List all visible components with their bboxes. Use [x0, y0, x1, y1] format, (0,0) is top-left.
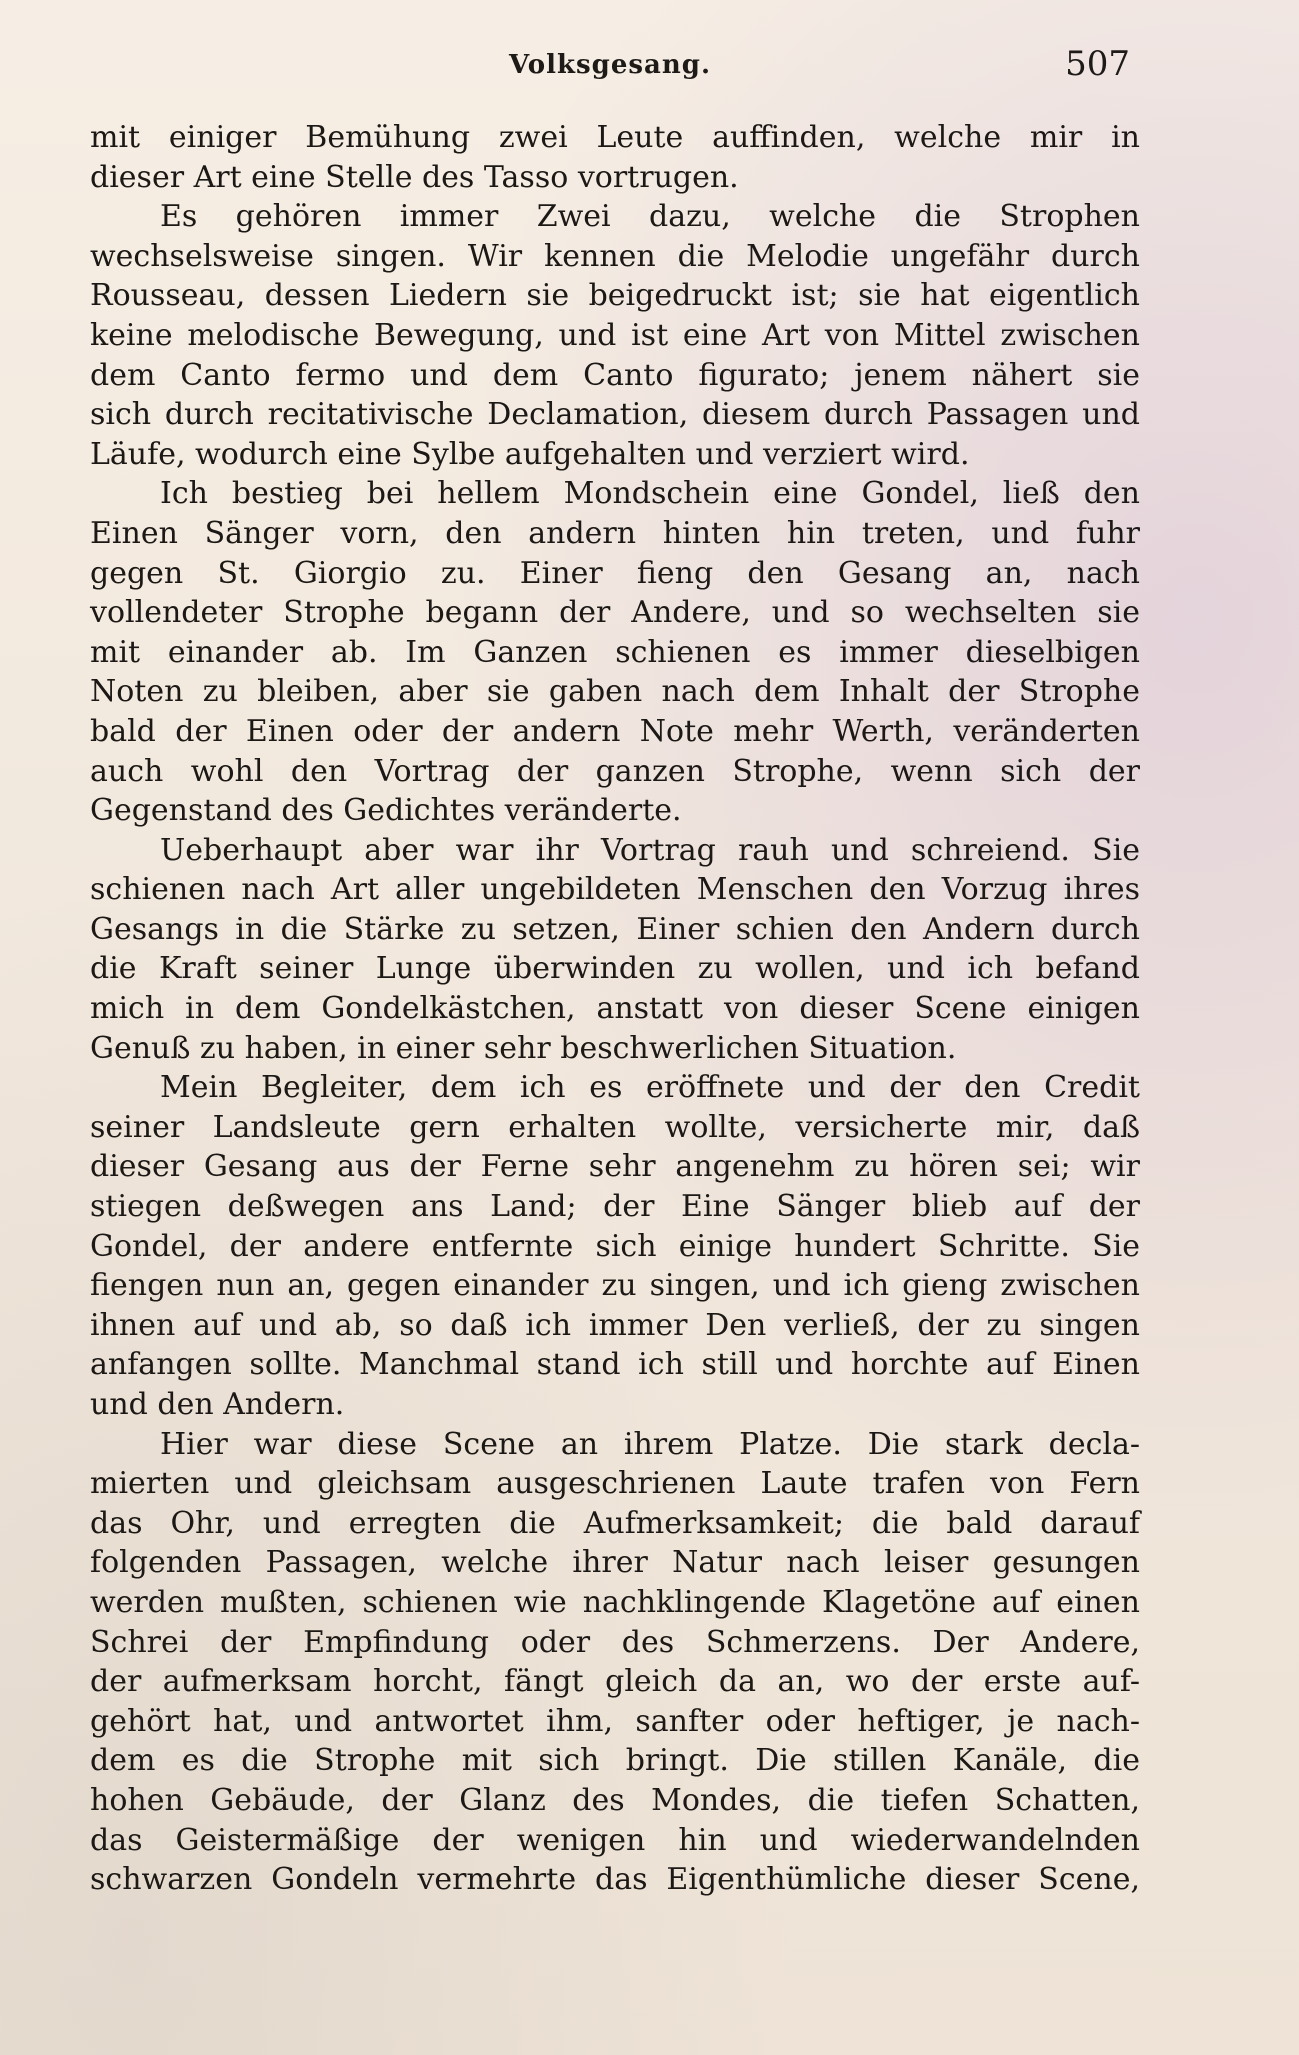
- text-line: Ueberhaupt aber war ihr Vortrag rauh und schreiend. Sie: [160, 832, 1140, 868]
- running-head: Volksgesang.: [509, 50, 711, 80]
- text-line: keine melodische Bewegung, und ist eine Art von Mittel zwischen: [90, 317, 1140, 353]
- text-line: hohen Gebäude, der Glanz des Mondes, die tiefen Schatten,: [90, 1782, 1140, 1818]
- text-line: stiegen deßwegen ans Land; der Eine Sänger blieb auf der: [90, 1189, 1140, 1225]
- text-line: Hier war diese Scene an ihrem Platze. Die stark decla-: [160, 1426, 1140, 1462]
- page-header: [90, 44, 1130, 94]
- text-line: Gondel, der andere entfernte sich einige hundert Schritte. Sie: [90, 1228, 1140, 1264]
- text-line: Gesangs in die Stärke zu setzen, Einer schien den Andern durch: [90, 911, 1140, 947]
- text-line: dieser Gesang aus der Ferne sehr angenehm zu hören sei; wir: [90, 1149, 1140, 1185]
- text-line: mit einiger Bemühung zwei Leute auffinden, welche mir in: [90, 120, 1140, 155]
- text-line: Einen Sänger vorn, den andern hinten hin treten, und fuhr: [90, 515, 1140, 551]
- text-line: Schrei der Empfindung oder des Schmerzens. Der Andere,: [90, 1624, 1140, 1660]
- text-line: dem es die Strophe mit sich bringt. Die stillen Kanäle, die: [90, 1743, 1140, 1779]
- text-line: anfangen sollte. Manchmal stand ich still und horchte auf Einen: [90, 1347, 1140, 1383]
- text-line: vollendeter Strophe begann der Andere, und so wechselten sie: [90, 595, 1140, 631]
- text-line: Noten zu bleiben, aber sie gaben nach dem Inhalt der Strophe: [90, 674, 1140, 710]
- text-line: Es gehören immer Zwei dazu, welche die Strophen: [160, 199, 1140, 235]
- text-line: dem Canto fermo und dem Canto figurato; jenem nähert sie: [90, 357, 1140, 393]
- text-line: Genuß zu haben, in einer sehr beschwerlichen Situation.: [90, 1030, 957, 1066]
- text-line: dieser Art eine Stelle des Tasso vortrugen.: [90, 159, 739, 195]
- text-line: auch wohl den Vortrag der ganzen Strophe, wenn sich der: [90, 753, 1140, 789]
- page-number: 507: [1065, 44, 1130, 84]
- text-line: Rousseau, dessen Liedern sie beigedruckt ist; sie hat eigentlich: [90, 278, 1140, 314]
- text-line: der aufmerksam horcht, fängt gleich da an, wo der erste auf-: [90, 1664, 1140, 1700]
- text-line: ihnen auf und ab, so daß ich immer Den verließ, der zu singen: [90, 1307, 1140, 1343]
- text-line: werden mußten, schienen wie nachklingende Klagetöne auf einen: [90, 1584, 1140, 1620]
- text-line: Mein Begleiter, dem ich es eröffnete und der den Credit: [160, 1070, 1140, 1106]
- text-line: und den Andern.: [90, 1387, 345, 1422]
- text-line: bald der Einen oder der andern Note mehr Werth, veränderten: [90, 713, 1140, 749]
- text-line: schienen nach Art aller ungebildeten Menschen den Vorzug ihres: [90, 872, 1140, 908]
- body-text: [90, 118, 1140, 1900]
- text-line: gehört hat, und antwortet ihm, sanfter oder heftiger, je nach-: [90, 1703, 1140, 1739]
- text-line: wechselsweise singen. Wir kennen die Melodie ungefähr durch: [90, 238, 1140, 274]
- text-line: folgenden Passagen, welche ihrer Natur nach leiser gesungen: [90, 1545, 1140, 1581]
- text-line: mich in dem Gondelkästchen, anstatt von dieser Scene einigen: [90, 991, 1140, 1027]
- text-line: fiengen nun an, gegen einander zu singen, und ich gieng zwischen: [90, 1268, 1140, 1304]
- text-line: sich durch recitativische Declamation, diesem durch Passagen und: [90, 397, 1140, 433]
- text-line: mierten und gleichsam ausgeschrienen Laute trafen von Fern: [90, 1466, 1140, 1502]
- text-line: schwarzen Gondeln vermehrte das Eigenthümliche dieser Scene,: [90, 1862, 1140, 1898]
- text-line: Ich bestieg bei hellem Mondschein eine Gondel, ließ den: [160, 476, 1140, 512]
- text-line: das Geistermäßige der wenigen hin und wiederwandelnden: [90, 1822, 1140, 1858]
- text-line: seiner Landsleute gern erhalten wollte, versicherte mir, daß: [90, 1109, 1140, 1145]
- text-line: Gegenstand des Gedichtes veränderte.: [90, 793, 682, 829]
- text-line: Läufe, wodurch eine Sylbe aufgehalten und verziert wird.: [90, 436, 970, 472]
- text-line: gegen St. Giorgio zu. Einer fieng den Gesang an, nach: [90, 555, 1140, 591]
- text-line: mit einander ab. Im Ganzen schienen es immer dieselbigen: [90, 634, 1140, 670]
- text-line: die Kraft seiner Lunge überwinden zu wollen, und ich befand: [90, 951, 1140, 987]
- text-line: das Ohr, und erregten die Aufmerksamkeit; die bald darauf: [90, 1505, 1140, 1541]
